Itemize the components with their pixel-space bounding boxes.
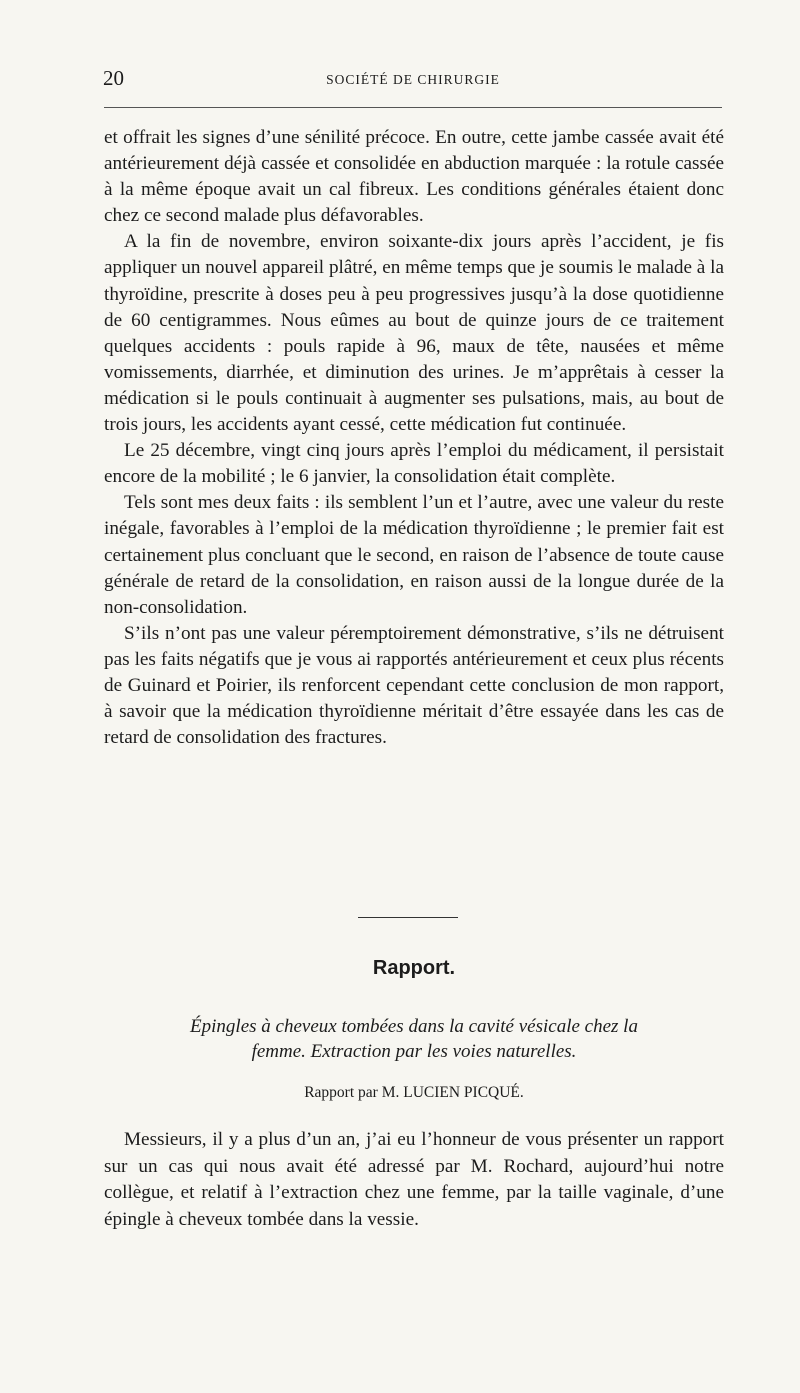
paragraph: Messieurs, il y a plus d’un an, j’ai eu l’honneur de vous présenter un rapport sur un cas qui nous avait été adressé par M. Rochard, aujourd’hui notre collègue, et relatif à l’extraction chez une femme, par la taille vaginale, d’une épingle à cheveux tombée dans la vessie. bbox=[104, 1129, 724, 1230]
paragraph: S’ils n’ont pas une valeur péremptoirement démonstrative, s’ils ne détruisent pas les faits négatifs que je vous ai rapportés antérieurement et ceux plus récents de Guinard et Poirier, ils renforcent cependant cette conclusion de mon rapport, à savoir que la médication thyroïdienne méritait d’être essayée dans les cas de retard de consolidation des fractures. bbox=[104, 622, 724, 749]
report-subtitle bbox=[124, 1014, 704, 1064]
report-byline: Rapport par M. LUCIEN PICQUÉ. bbox=[304, 1084, 524, 1101]
section-title: Rapport. bbox=[372, 957, 456, 979]
paragraph: Le 25 décembre, vingt cinq jours après l’emploi du médicament, il persistait encore de la mobilité ; le 6 janvier, la consolidation était complète. bbox=[104, 440, 724, 488]
section-divider bbox=[358, 917, 458, 918]
running-head bbox=[103, 66, 723, 96]
report-text bbox=[104, 1127, 724, 1233]
subtitle-line: femme. Extraction par les voies naturelles. bbox=[251, 1041, 577, 1062]
main-text bbox=[104, 125, 724, 751]
paragraph: Tels sont mes deux faits : ils semblent l’un et l’autre, avec une valeur du reste inégale, favorables à l’emploi de la médication thyroïdienne ; le premier fait est certainement plus concluant que le second, en raison de l’absence de toute cause générale de retard de la consolidation, en raison aussi de la longue durée de la non-consolidation. bbox=[104, 492, 724, 618]
page-number: 20 bbox=[103, 66, 124, 90]
subtitle-line: Épingles à cheveux tombées dans la cavité vésicale chez la bbox=[190, 1016, 638, 1037]
paragraph: et offrait les signes d’une sénilité précoce. En outre, cette jambe cassée avait été antérieurement déjà cassée et consolidée en abduction marquée : la rotule cassée à la même époque avait un cal fibreux. Les conditions générales étaient donc chez ce second malade plus défavorables. bbox=[104, 127, 724, 227]
header-rule bbox=[104, 107, 722, 108]
paragraph: A la fin de novembre, environ soixante-dix jours après l’accident, je fis appliquer un nouvel appareil plâtré, en même temps que je soumis le malade à la thyroïdine, prescrite à doses peu à peu progressives jusqu’à la dose quotidienne de 60 centigrammes. Nous eûmes au bout de quinze jours de ce traitement quelques accidents : pouls rapide à 96, maux de tête, nausées et même vomissements, diarrhée, et diminution des urines. Je m’apprêtais à cesser la médication si le pouls continuait à augmenter ses pulsations, mais, au bout de trois jours, les accidents ayant cessé, cette médication fut continuée. bbox=[104, 231, 724, 436]
running-title: SOCIÉTÉ DE CHIRURGIE bbox=[326, 72, 500, 87]
